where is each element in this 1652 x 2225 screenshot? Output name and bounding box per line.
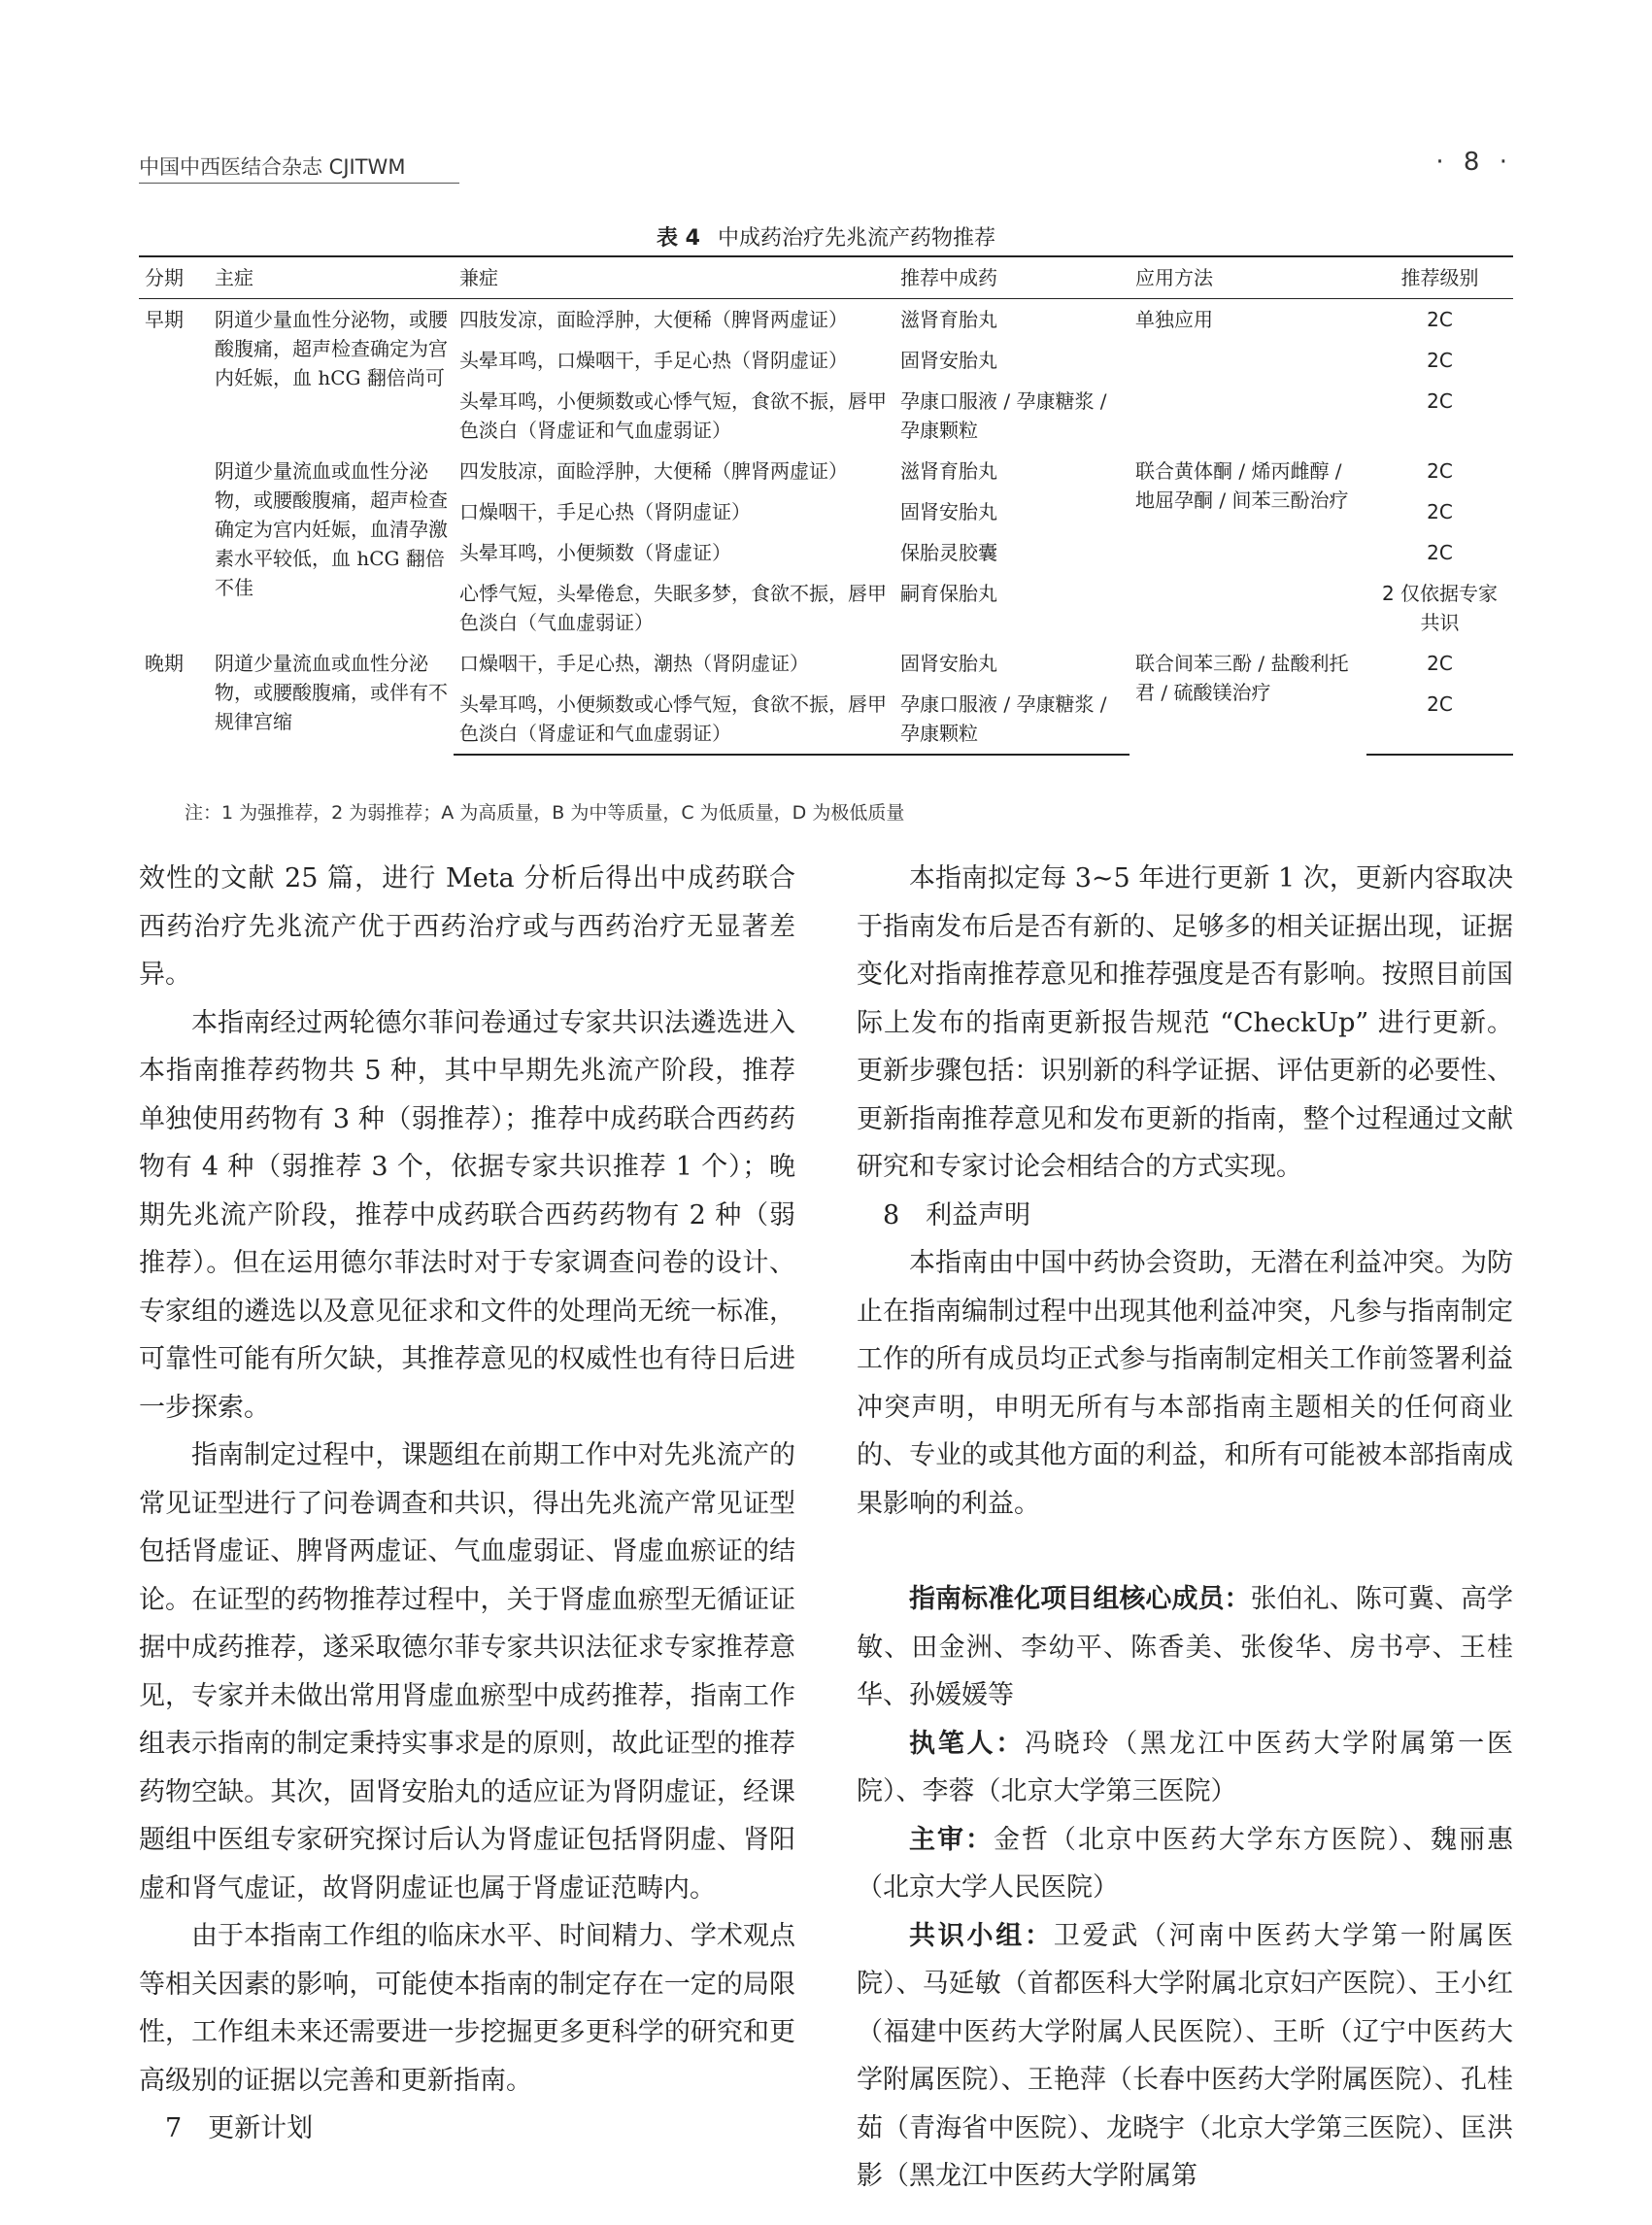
credits-label: 共识小组： bbox=[909, 1920, 1054, 1951]
grade-cell: 2C bbox=[1427, 652, 1453, 675]
grade-cell: 2C bbox=[1427, 308, 1453, 331]
method-cell: 联合间苯三酚 / 盐酸利托君 / 硫酸镁治疗 bbox=[1135, 652, 1349, 704]
table-row bbox=[139, 451, 1513, 491]
grade-cell: 2C bbox=[1427, 500, 1453, 523]
grade-cell: 2C bbox=[1427, 541, 1453, 564]
grade-cell: 2 仅依据专家共识 bbox=[1381, 582, 1499, 634]
credits-writer bbox=[857, 1720, 1513, 1816]
main-symptom-cell: 阴道少量血性分泌物，或腰酸腹痛，超声检查确定为宫内妊娠，血 hCG 翻倍尚可 bbox=[215, 308, 448, 389]
col-header-drug: 推荐中成药 bbox=[894, 256, 1129, 299]
table-row bbox=[139, 299, 1513, 341]
drug-cell: 固肾安胎丸 bbox=[900, 500, 997, 523]
section-heading: 7 更新计划 bbox=[165, 2113, 314, 2143]
table-header-row bbox=[139, 256, 1513, 299]
running-header bbox=[139, 146, 1513, 181]
comp-cell: 四肢发凉，面睑浮肿，大便稀（脾肾两虚证） bbox=[459, 308, 848, 331]
credits-review bbox=[857, 1816, 1513, 1912]
credits-label: 主审： bbox=[909, 1824, 994, 1855]
method-cell: 单独应用 bbox=[1135, 308, 1213, 331]
credits-text: 冯晓玲（黑龙江中医药大学附属第一医院）、李蓉（北京大学第三医院） bbox=[857, 1728, 1513, 1806]
credits-text: 卫爱武（河南中医药大学第一附属医院）、马延敏（首都医科大学附属北京妇产医院）、王小红（福建中医药大学附属人民医院）、王昕（辽宁中医药大学附属医院）、王艳萍（长春中医药大学附属医院）、孔桂茹（青海省中医院）、龙晓宇（北京大学第三医院）、匡洪影（黑龙江中医药大学附属第 bbox=[857, 1920, 1513, 2191]
col-header-stage: 分期 bbox=[139, 256, 209, 299]
table-caption bbox=[139, 221, 1513, 252]
recommendation-table bbox=[139, 255, 1513, 756]
grade-cell: 2C bbox=[1427, 389, 1453, 413]
stage-cell-late: 晚期 bbox=[145, 652, 184, 675]
col-header-grade: 推荐级别 bbox=[1366, 256, 1513, 299]
grade-cell: 2C bbox=[1366, 684, 1513, 755]
drug-cell: 保胎灵胶囊 bbox=[900, 541, 997, 564]
paragraph: 本指南拟定每 3~5 年进行更新 1 次，更新内容取决于指南发布后是否有新的、足够多的相关证据出现，证据变化对指南推荐意见和推荐强度是否有影响。按照目前国际上发布的指南更新报告规范 “CheckUp” 进行更新。更新步骤包括：识别新的科学证据、评估更新的必要性、更新指南推荐意见和发布更新的指南，整个过程通过文献研究和专家讨论会相结合的方式实现。 bbox=[857, 863, 1513, 1182]
paragraph: 由于本指南工作组的临床水平、时间精力、学术观点等相关因素的影响，可能使本指南的制定存在一定的局限性，工作组未来还需要进一步挖掘更多更科学的研究和更高级别的证据以完善和更新指南。 bbox=[139, 1921, 795, 2096]
stage-cell-early: 早期 bbox=[145, 308, 184, 331]
drug-cell: 孕康口服液 / 孕康糖浆 / 孕康颗粒 bbox=[894, 684, 1129, 755]
section-heading: 8 利益声明 bbox=[883, 1199, 1031, 1230]
credits-consensus bbox=[857, 1912, 1513, 2201]
comp-cell: 口燥咽干，手足心热（肾阴虚证） bbox=[459, 500, 751, 523]
method-cell: 联合黄体酮 / 烯丙雌醇 / 地屈孕酮 / 间苯三酚治疗 bbox=[1135, 459, 1349, 512]
credits-text: 金哲（北京中医药大学东方医院）、魏丽惠（北京大学人民医院） bbox=[857, 1824, 1514, 1903]
comp-cell: 头晕耳鸣，小便频数或心悸气短，食欲不振，唇甲色淡白（肾虚证和气血虚弱证） bbox=[459, 389, 887, 442]
grade-cell: 2C bbox=[1427, 459, 1453, 483]
col-header-method: 应用方法 bbox=[1129, 256, 1366, 299]
main-symptom-cell: 阴道少量流血或血性分泌物，或腰酸腹痛，或伴有不规律宫缩 bbox=[215, 652, 448, 733]
drug-cell: 滋肾育胎丸 bbox=[900, 308, 997, 331]
paragraph: 效性的文献 25 篇，进行 Meta 分析后得出中成药联合西药治疗先兆流产优于西药治疗或与西药治疗无显著差异。 bbox=[139, 863, 795, 990]
table-title: 中成药治疗先兆流产药物推荐 bbox=[717, 226, 995, 251]
paragraph: 本指南经过两轮德尔菲问卷通过专家共识法遴选进入本指南推荐药物共 5 种，其中早期先兆流产阶段，推荐单独使用药物有 3 种（弱推荐）；推荐中成药联合西药药物有 4 种（弱推荐 3 个，依据专家共识推荐 1 个）；晚期先兆流产阶段，推荐中成药联合西药药物有 2 种（弱推荐）。但在运用德尔菲法时对于专家调查问卷的设计、专家组的遴选以及意见征求和文件的处理尚无统一标准，可靠性可能有所欠缺，其推荐意见的权威性也有待日后进一步探索。 bbox=[139, 1007, 795, 1423]
comp-cell: 心悸气短，头晕倦怠，失眠多梦，食欲不振，唇甲色淡白（气血虚弱证） bbox=[459, 582, 887, 634]
comp-cell: 头晕耳鸣，小便频数或心悸气短，食欲不振，唇甲色淡白（肾虚证和气血虚弱证） bbox=[454, 684, 894, 755]
credits-core bbox=[857, 1575, 1513, 1720]
drug-cell: 孕康口服液 / 孕康糖浆 / 孕康颗粒 bbox=[900, 389, 1107, 442]
paragraph: 指南制定过程中，课题组在前期工作中对先兆流产的常见证型进行了问卷调查和共识，得出先兆流产常见证型包括肾虚证、脾肾两虚证、气血虚弱证、肾虚血瘀证的结论。在证型的药物推荐过程中，关于肾虚血瘀型无循证证据中成药推荐，遂采取德尔菲专家共识法征求专家推荐意见，专家并未做出常用肾虚血瘀型中成药推荐，指南工作组表示指南的制定秉持实事求是的原则，故此证型的推荐药物空缺。其次，固肾安胎丸的适应证为肾阴虚证，经课题组中医组专家研究探讨后认为肾虚证包括肾阴虚、肾阳虚和肾气虚证，故肾阴虚证也属于肾虚证范畴内。 bbox=[139, 1440, 795, 1904]
main-symptom-cell: 阴道少量流血或血性分泌物，或腰酸腹痛，超声检查确定为宫内妊娠，血清孕激素水平较低，血 hCG 翻倍不佳 bbox=[215, 459, 448, 599]
comp-cell: 四发肢凉，面睑浮肿，大便稀（脾肾两虚证） bbox=[459, 459, 848, 483]
credits-label: 执笔人： bbox=[909, 1728, 1025, 1759]
drug-cell: 嗣育保胎丸 bbox=[900, 582, 997, 605]
comp-cell: 头晕耳鸣，口燥咽干，手足心热（肾阴虚证） bbox=[459, 349, 848, 372]
comp-cell: 口燥咽干，手足心热，潮热（肾阴虚证） bbox=[459, 652, 809, 675]
drug-cell: 固肾安胎丸 bbox=[900, 349, 997, 372]
page-number: · 8 · bbox=[1435, 148, 1513, 177]
paragraph: 本指南由中国中药协会资助，无潜在利益冲突。为防止在指南编制过程中出现其他利益冲突，凡参与指南制定工作的所有成员均正式参与指南制定相关工作前签署利益冲突声明，申明无所有与本部指南主题相关的任何商业的、专业的或其他方面的利益，和所有可能被本部指南成果影响的利益。 bbox=[857, 1248, 1513, 1519]
drug-cell: 固肾安胎丸 bbox=[900, 652, 997, 675]
left-column bbox=[139, 855, 795, 2153]
grade-cell: 2C bbox=[1427, 349, 1453, 372]
credits-label: 指南标准化项目组核心成员： bbox=[909, 1584, 1251, 1614]
journal-name: 中国中西医结合杂志 CJITWM bbox=[139, 155, 406, 179]
header-rule bbox=[139, 183, 459, 184]
right-column bbox=[857, 855, 1513, 2201]
col-header-accompanying-symptom: 兼症 bbox=[454, 256, 894, 299]
table-number: 表 4 bbox=[657, 226, 700, 251]
table-row bbox=[139, 643, 1513, 684]
col-header-main-symptom: 主症 bbox=[209, 256, 454, 299]
drug-cell: 滋肾育胎丸 bbox=[900, 459, 997, 483]
spacer bbox=[857, 1528, 1513, 1575]
table-footnote: 注：1 为强推荐，2 为弱推荐；A 为高质量，B 为中等质量，C 为低质量，D 为极低质量 bbox=[185, 802, 905, 824]
credits-text: 张伯礼、陈可冀、高学敏、田金洲、李幼平、陈香美、张俊华、房书亭、王桂华、孙媛媛等 bbox=[857, 1584, 1514, 1710]
comp-cell: 头晕耳鸣，小便频数（肾虚证） bbox=[459, 541, 731, 564]
